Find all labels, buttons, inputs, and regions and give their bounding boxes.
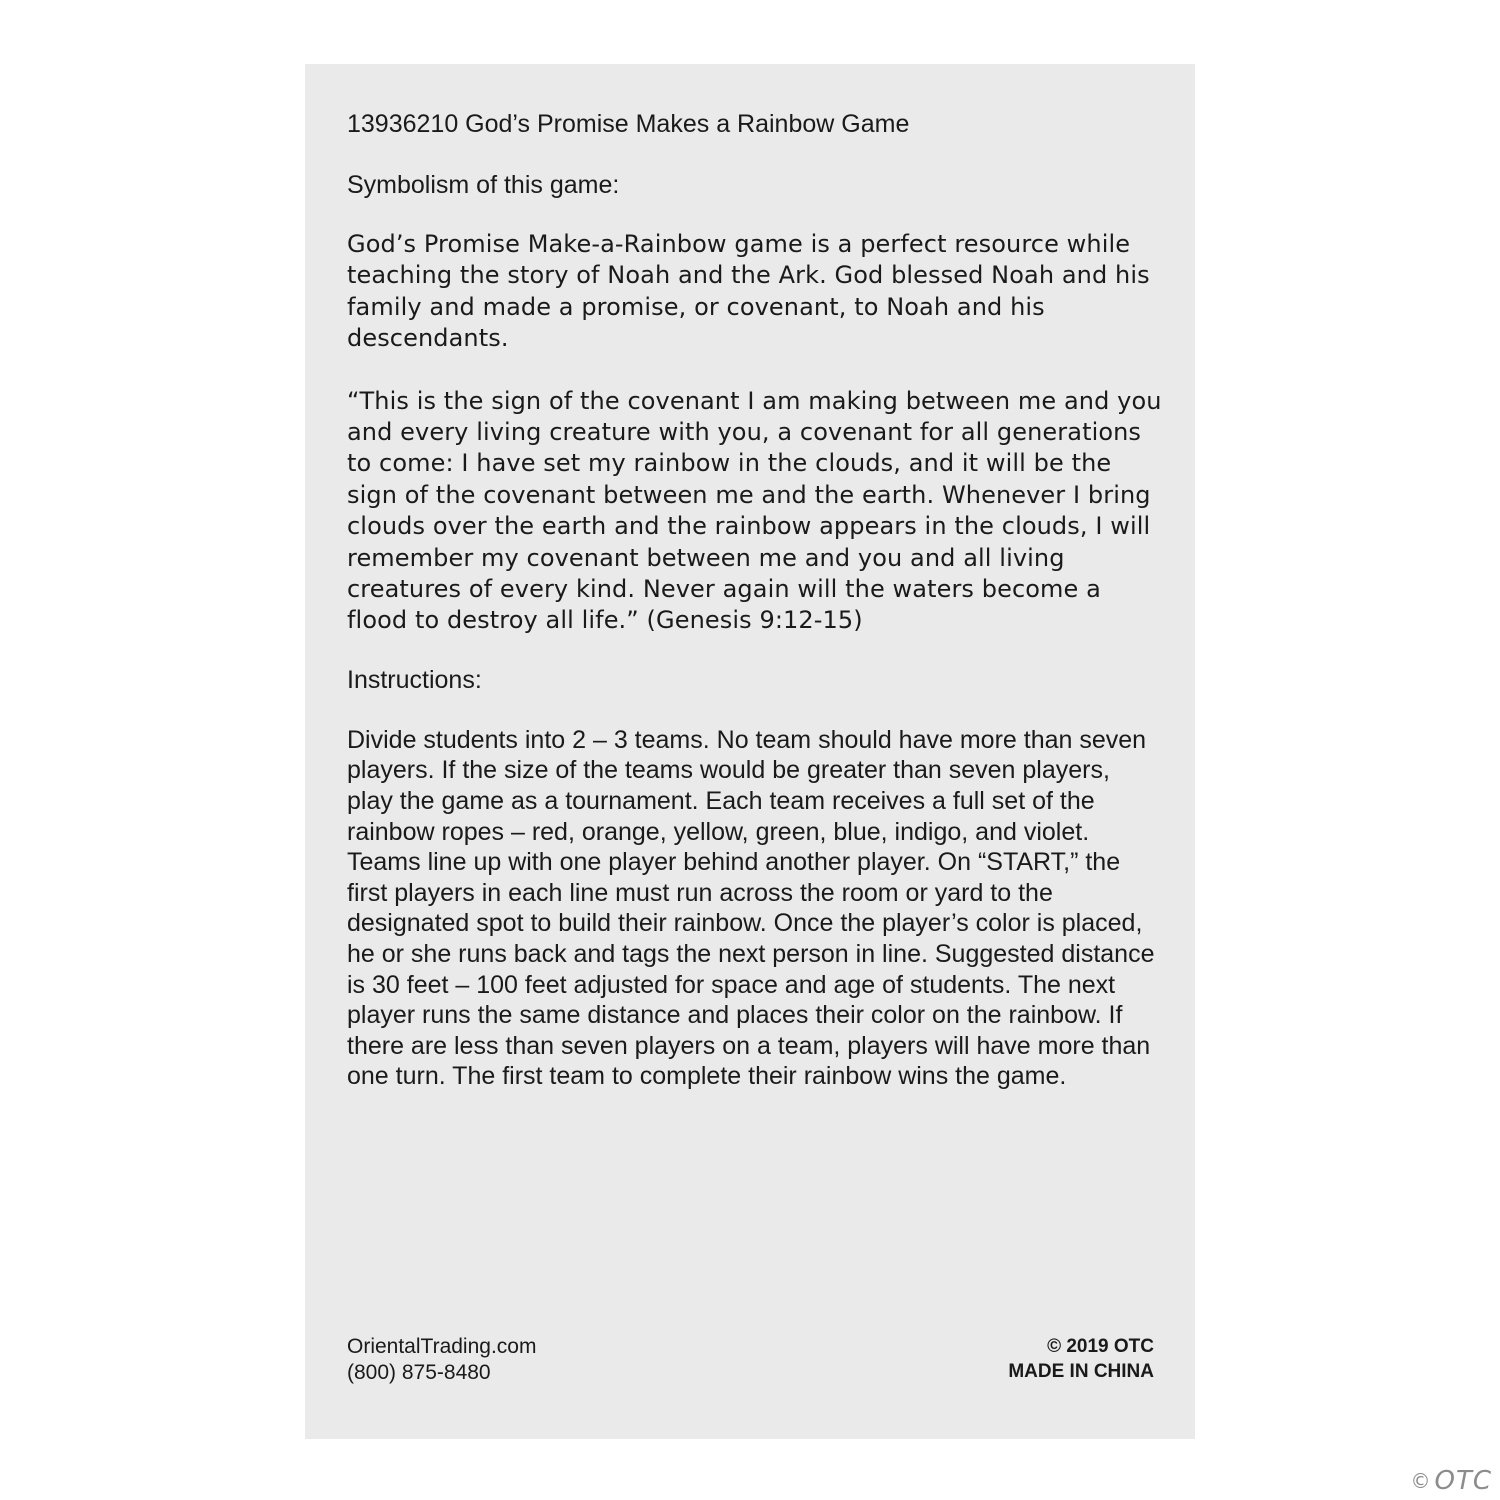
card-content bbox=[347, 108, 1162, 1092]
footer-legal bbox=[1008, 1334, 1154, 1384]
scripture-quote-paragraph: “This is the sign of the covenant I am making between me and you and every living creature with you, a covenant for all generations to come: I have set my rainbow in the clouds, and it will be the sign of the covenant between me and the earth. Whenever I bring clouds over the earth and the rainbow appears in the clouds, I will remember my covenant between me and you and all living creatures of every kind. Never again will the waters become a flood to destroy all life.” (Genesis 9:12-15) bbox=[347, 386, 1162, 635]
footer-copyright: © 2019 OTC bbox=[1047, 1336, 1154, 1357]
footer-website: OrientalTrading.com bbox=[347, 1335, 537, 1358]
otc-watermark-logo bbox=[1410, 1466, 1492, 1496]
instruction-card bbox=[305, 64, 1195, 1439]
instructions-paragraph: Divide students into 2 – 3 teams. No team should have more than seven players. If the size of the teams would be greater than seven players, play the game as a tournament. Each team receives a full set of the rainbow ropes – red, orange, yellow, green, blue, indigo, and violet. Teams line up with one player behind another player. On “START,” the first players in each line must run across the room or yard to the designated spot to build their rainbow. Once the player’s color is placed, he or she runs back and tags the next person in line. Suggested distance is 30 feet – 100 feet adjusted for space and age of students. The next player runs the same distance and places their color on the rainbow. If there are less than seven players on a team, players will have more than one turn. The first team to complete their rainbow wins the game. bbox=[347, 725, 1155, 1091]
instructions-heading: Instructions: bbox=[347, 665, 482, 694]
footer-origin: MADE IN CHINA bbox=[1008, 1361, 1154, 1382]
symbolism-heading: Symbolism of this game: bbox=[347, 171, 620, 199]
footer-phone: (800) 875-8480 bbox=[347, 1361, 491, 1384]
card-title: 13936210 God’s Promise Makes a Rainbow Game bbox=[347, 110, 910, 138]
footer-contact bbox=[347, 1334, 536, 1386]
watermark-brand: OTC bbox=[1434, 1466, 1492, 1496]
copyright-icon: © bbox=[1410, 1469, 1432, 1493]
intro-paragraph: God’s Promise Make-a-Rainbow game is a perfect resource while teaching the story of Noah and the Ark. God blessed Noah and his family and made a promise, or covenant, to Noah and his descendants. bbox=[347, 230, 1150, 353]
